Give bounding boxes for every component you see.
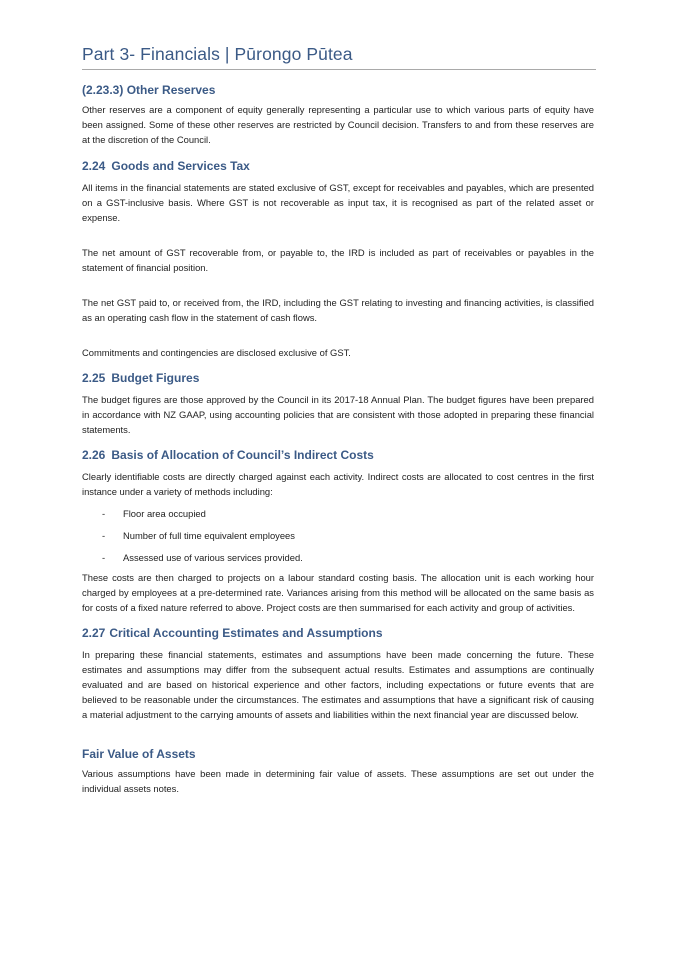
indirect-costs-paragraph-2: These costs are then charged to projects on a labour standard costing basis. The allocation unit is each working hour charged by employees at a pre-determined rate. Variances arising from this method will be allocated on the same basis as for costs of a fixed nature referred to above. Project costs are then summarised for each activity and group of activities. [82, 572, 594, 613]
fair-value-heading: Fair Value of Assets [82, 747, 196, 761]
section-gst [82, 159, 594, 360]
budget-heading [82, 371, 594, 385]
gst-paragraph-4: Commitments and contingencies are disclosed exclusive of GST. [82, 347, 351, 358]
bullet-dash: - [102, 552, 106, 563]
fair-value-paragraph: Various assumptions have been made in determining fair value of assets. These assumptions are set out under the individual assets notes. [82, 768, 594, 794]
section-other-reserves [82, 83, 594, 147]
bullet-dash: - [102, 508, 106, 519]
other-reserves-paragraph: Other reserves are a component of equity generally representing a particular use to which various parts of equity have been assigned. Some of these other reserves are restricted by Council decision. Transfers to and from these reserves are at the discretion of the Council. [82, 104, 594, 145]
section-indirect-costs [82, 448, 594, 615]
page-content [82, 80, 594, 796]
gst-heading-title: Goods and Services Tax [111, 159, 250, 173]
indirect-costs-paragraph-1: Clearly identifiable costs are directly charged against each activity. Indirect costs are allocated to cost centres in the first instance under a variety of methods including: [82, 471, 594, 497]
section-fair-value [82, 747, 594, 796]
estimates-heading [82, 626, 594, 640]
estimates-paragraph: In preparing these financial statements, estimates and assumptions have been made concerning the future. These estimates and assumptions may differ from the subsequent actual results. Estimates and assumptions are continually evaluated and are based on historical experience and other factors, including expectations or future events that are believed to be reasonable under the circumstances. The estimates and assumptions that have a significant risk of causing a material adjustment to the carrying amounts of assets and liabilities within the next financial year are discussed below. [82, 649, 594, 720]
section-estimates [82, 626, 594, 722]
other-reserves-heading: (2.23.3) Other Reserves [82, 83, 216, 97]
list-item [82, 529, 594, 542]
gst-paragraph-1: All items in the financial statements are stated exclusive of GST, except for receivables and payables, which are presented on a GST-inclusive basis. Where GST is not recoverable as input tax, it is recognised as part of the related asset or expense. [82, 182, 594, 223]
list-item-text: Floor area occupied [123, 508, 206, 519]
list-item [82, 551, 594, 564]
page-title: Part 3- Financials | Pūrongo Pūtea [82, 44, 353, 64]
estimates-heading-number: 2.27 [82, 626, 106, 640]
gst-heading-number: 2.24 [82, 159, 106, 173]
list-item [82, 507, 594, 520]
header-divider [82, 69, 596, 70]
budget-heading-title: Budget Figures [111, 371, 200, 385]
estimates-heading-title: Critical Accounting Estimates and Assumptions [109, 626, 383, 640]
allocation-methods-list [82, 507, 594, 564]
list-item-text: Assessed use of various services provided. [123, 552, 303, 563]
budget-paragraph: The budget figures are those approved by the Council in its 2017-18 Annual Plan. The budget figures have been prepared in accordance with NZ GAAP, using accounting policies that are consistent with those adopted in preparing these financial statements. [82, 394, 594, 435]
bullet-dash: - [102, 530, 106, 541]
budget-heading-number: 2.25 [82, 371, 106, 385]
gst-paragraph-3: The net GST paid to, or received from, the IRD, including the GST relating to investing and financing activities, is classified as an operating cash flow in the statement of cash flows. [82, 297, 594, 323]
indirect-costs-heading-number: 2.26 [82, 448, 106, 462]
indirect-costs-heading [82, 448, 594, 462]
section-budget [82, 371, 594, 437]
gst-heading [82, 159, 594, 173]
gst-paragraph-2: The net amount of GST recoverable from, or payable to, the IRD is included as part of receivables or payables in the statement of financial position. [82, 247, 594, 273]
indirect-costs-heading-title: Basis of Allocation of Council’s Indirect Costs [111, 448, 374, 462]
list-item-text: Number of full time equivalent employees [123, 530, 295, 541]
